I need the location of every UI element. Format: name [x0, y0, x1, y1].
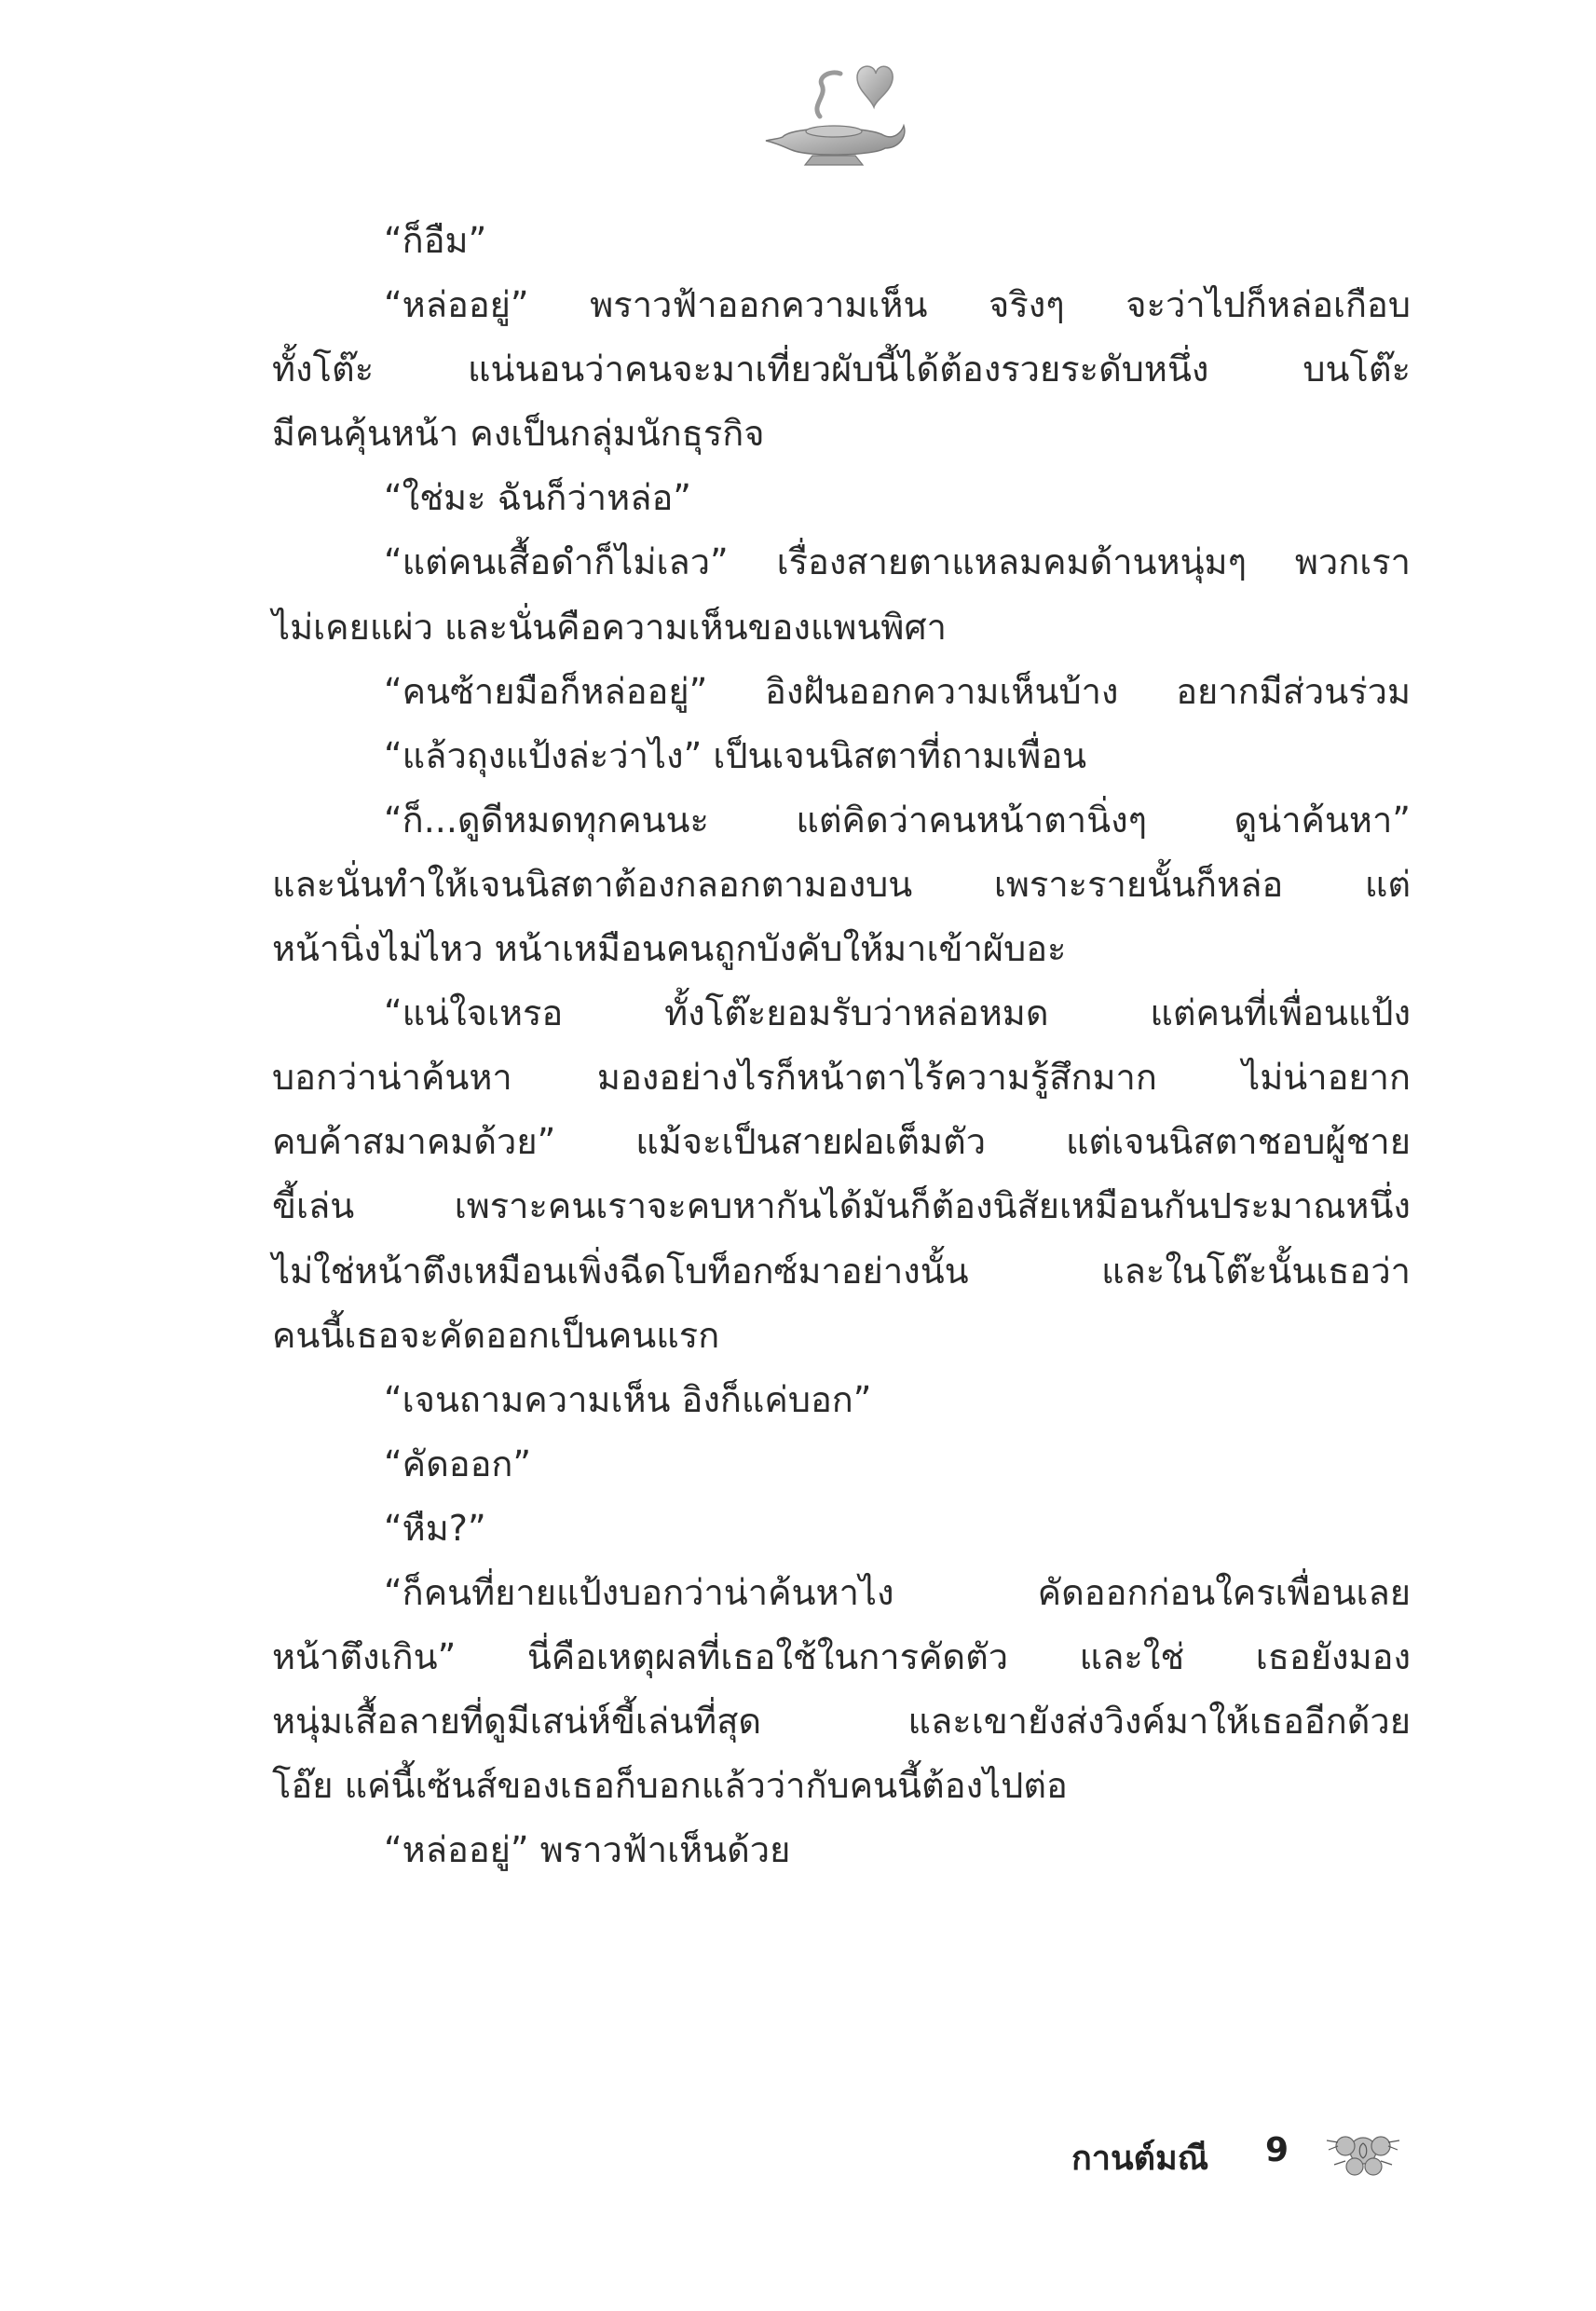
text-line: “แต่คนเสื้อดำก็ไม่เลว” เรื่องสายตาแหลมคมด้านหนุ่มๆ พวกเรา — [384, 541, 1411, 583]
text-line: มีคนคุ้นหน้า คงเป็นกลุ่มนักธุรกิจ — [272, 413, 765, 455]
text-line: “ใช่มะ ฉันก็ว่าหล่อ” — [384, 477, 691, 519]
text-line: “แน่ใจเหรอ ทั้งโต๊ะยอมรับว่าหล่อหมด แต่คนที่เพื่อนแป้ง — [384, 992, 1411, 1034]
text-line: โอ๊ย แค่นี้เซ้นส์ของเธอก็บอกแล้วว่ากับคนนี้ต้องไปต่อ — [272, 1765, 1068, 1807]
text-line: คนนี้เธอจะคัดออกเป็นคนแรก — [272, 1314, 720, 1356]
body-text — [272, 209, 1411, 1882]
page-number: 9 — [1265, 2131, 1289, 2169]
text-line: “คัดออก” — [384, 1443, 532, 1484]
text-line: บอกว่าน่าค้นหา มองอย่างไรก็หน้าตาไร้ความรู้สึกมาก ไม่น่าอยาก — [272, 1057, 1411, 1099]
text-line: ไม่ใช่หน้าตึงเหมือนเพิ่งฉีดโบท็อกซ์มาอย่างนั้น และในโต๊ะนั้นเธอว่า — [272, 1250, 1411, 1292]
text-line: หน้าตึงเกิน” นี่คือเหตุผลที่เธอใช้ในการคัดตัว และใช่ เธอยังมอง — [272, 1636, 1411, 1678]
book-title: กานต์มณี — [1071, 2140, 1209, 2178]
text-line: “หืม?” — [384, 1507, 486, 1549]
text-line: ไม่เคยแผ่ว และนั่นคือความเห็นของแพนพิศา — [272, 606, 947, 648]
text-line: “ก็อืม” — [384, 220, 487, 261]
text-line: ขี้เล่น เพราะคนเราจะคบหากันได้มันก็ต้องนิสัยเหมือนกันประมาณหนึ่ง — [272, 1185, 1411, 1227]
text-line: “หล่ออยู่” พราวฟ้าออกความเห็น จริงๆ จะว่าไปก็หล่อเกือบ — [384, 284, 1411, 326]
text-line: คบค้าสมาคมด้วย” แม้จะเป็นสายฝอเต็มตัว แต่เจนนิสตาชอบผู้ชาย — [272, 1121, 1411, 1163]
text-line: “ก็คนที่ยายแป้งบอกว่าน่าค้นหาไง คัดออกก่อนใครเพื่อนเลย — [384, 1571, 1411, 1613]
text-line: “แล้วถุงแป้งล่ะว่าไง” เป็นเจนนิสตาที่ถามเพื่อน — [384, 734, 1087, 776]
text-line: และนั่นทำให้เจนนิสตาต้องกลอกตามองบน เพราะรายนั้นก็หล่อ แต่ — [272, 863, 1411, 905]
page-footer — [1071, 2131, 1425, 2187]
text-line: “หล่ออยู่” พราวฟ้าเห็นด้วย — [384, 1829, 791, 1871]
text-line: “เจนถามความเห็น อิงก็แค่บอก” — [384, 1378, 872, 1420]
lamp-with-heart-ornament-icon — [755, 51, 913, 172]
text-line: “ก็...ดูดีหมดทุกคนนะ แต่คิดว่าคนหน้าตานิ่งๆ ดูน่าค้นหา” — [384, 799, 1411, 841]
text-line: ทั้งโต๊ะ แน่นอนว่าคนจะมาเที่ยวผับนี้ได้ต้องรวยระดับหนึ่ง บนโต๊ะ — [272, 349, 1411, 390]
text-line: “คนซ้ายมือก็หล่ออยู่” อิงฝันออกความเห็นบ้าง อยากมีส่วนร่วม — [384, 670, 1411, 712]
text-line: หน้านิ่งไม่ไหว หน้าเหมือนคนถูกบังคับให้มาเข้าผับอะ — [272, 928, 1067, 970]
flower-bouquet-ornament-icon — [1323, 2118, 1403, 2183]
text-line: หนุ่มเสื้อลายที่ดูมีเสน่ห์ขี้เล่นที่สุด และเขายังส่งวิงค์มาให้เธออีกด้วย — [272, 1701, 1411, 1743]
